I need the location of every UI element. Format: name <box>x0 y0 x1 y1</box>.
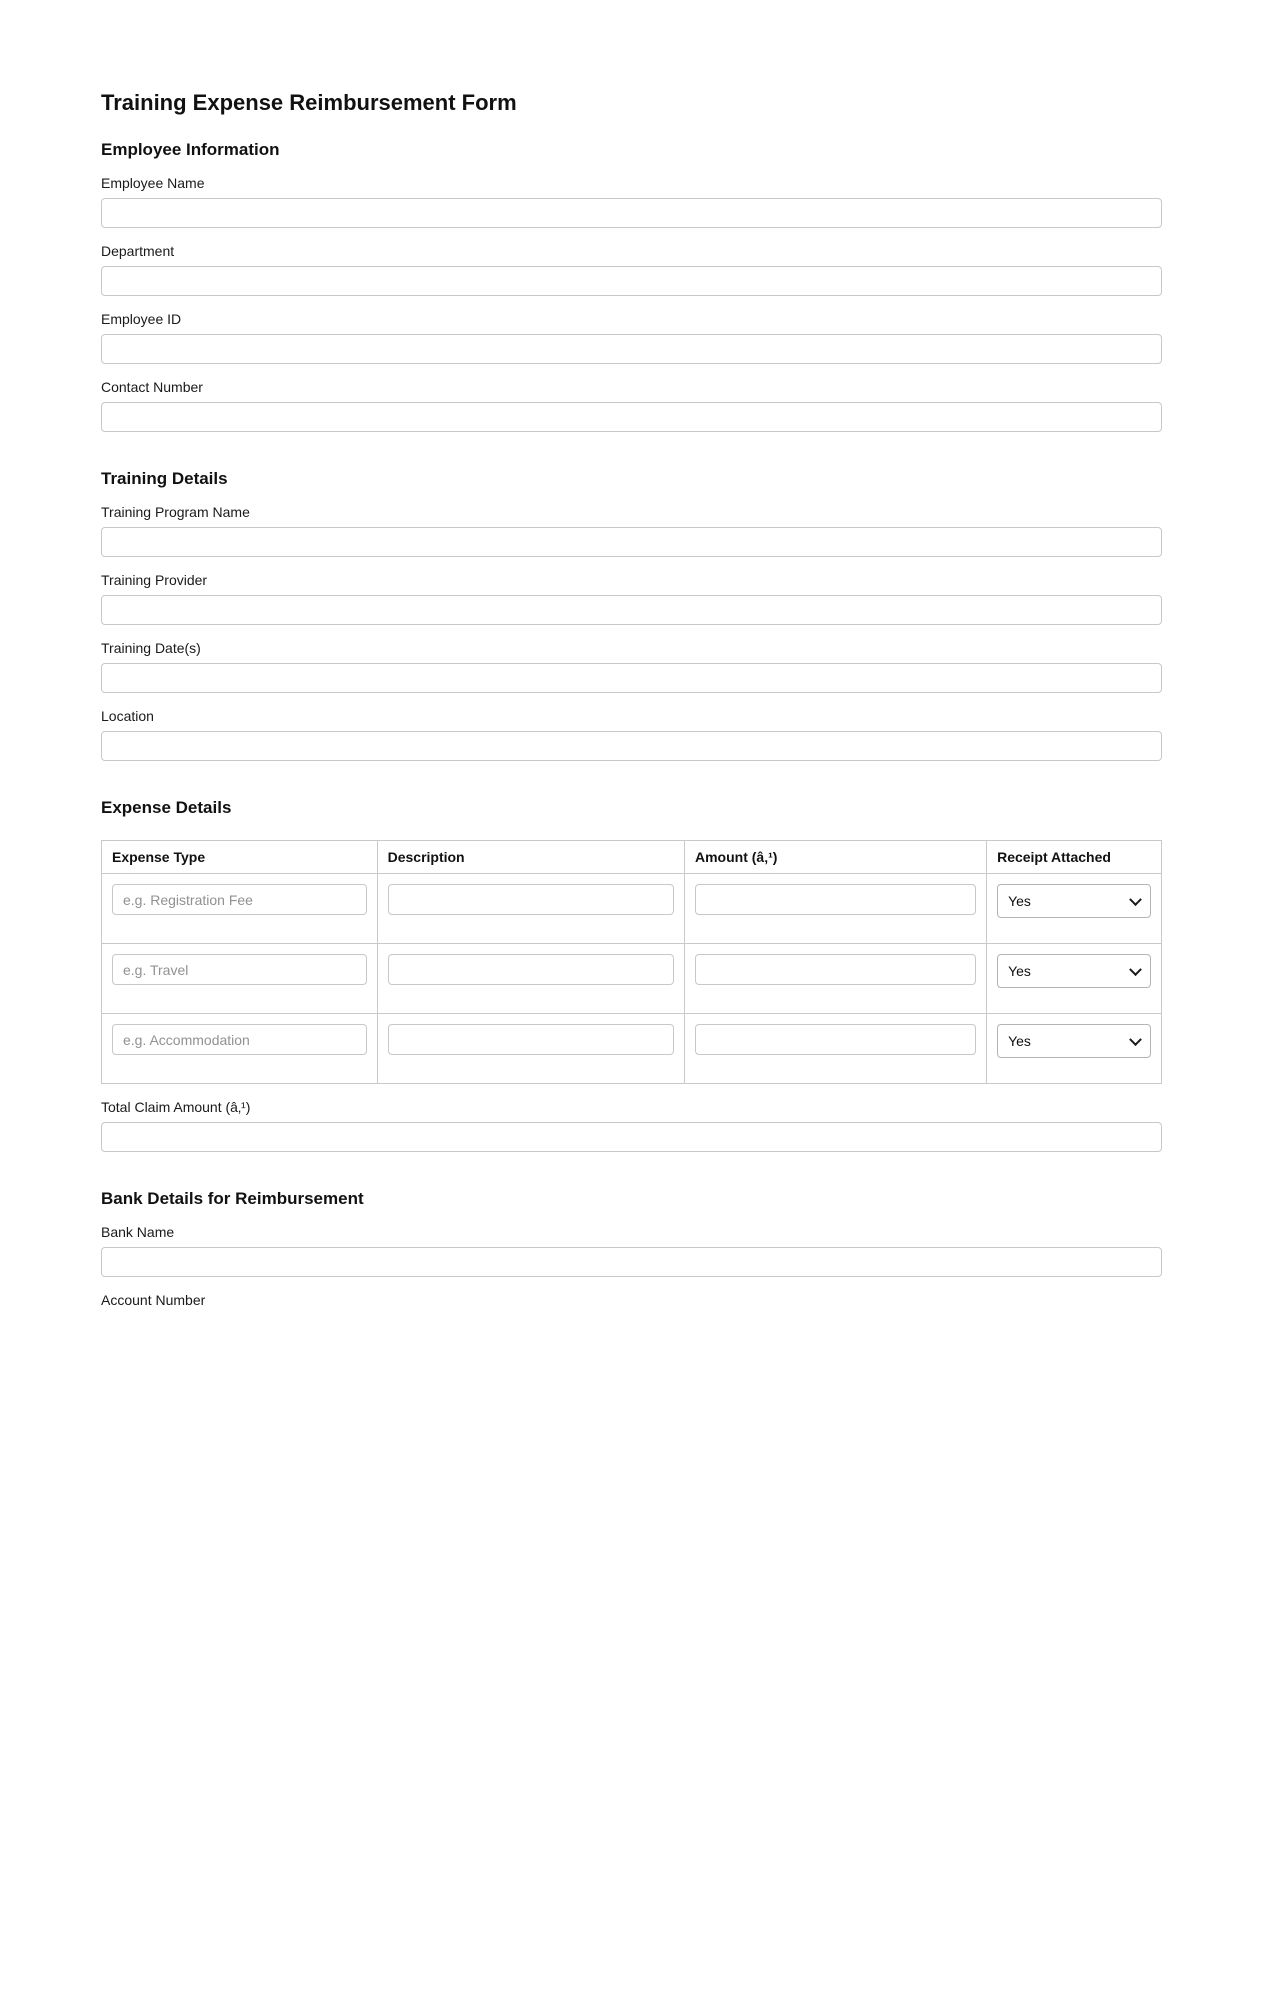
expense-row-2 <box>102 944 1162 1014</box>
expense-type-input-3[interactable] <box>112 1024 367 1055</box>
expense-details-heading: Expense Details <box>101 797 232 817</box>
section-employee-information <box>101 140 1162 432</box>
bank-name-label: Bank Name <box>101 1223 175 1240</box>
bank-details-heading: Bank Details for Reimbursement <box>101 1189 364 1209</box>
total-claim-amount-input[interactable] <box>101 1122 1162 1152</box>
amount-input-3[interactable] <box>695 1024 976 1055</box>
training-provider-input[interactable] <box>101 595 1162 625</box>
expense-row-1 <box>102 874 1162 944</box>
department-input[interactable] <box>101 266 1162 296</box>
training-program-name-label: Training Program Name <box>101 503 250 520</box>
training-provider-label: Training Provider <box>101 571 208 588</box>
field-contact-number <box>101 379 1162 432</box>
total-claim-amount-label: Total Claim Amount (â‚¹) <box>101 1099 251 1116</box>
training-program-name-input[interactable] <box>101 527 1162 557</box>
form-page <box>101 0 1162 1308</box>
description-input-1[interactable] <box>388 884 674 915</box>
training-dates-input[interactable] <box>101 663 1162 693</box>
column-header-amount: Amount (â‚¹) <box>684 841 986 874</box>
receipt-attached-select-1[interactable] <box>997 884 1151 918</box>
section-training-details <box>101 469 1162 761</box>
department-label: Department <box>101 242 175 259</box>
account-number-label: Account Number <box>101 1291 206 1308</box>
expense-type-input-1[interactable] <box>112 884 367 915</box>
employee-name-label: Employee Name <box>101 174 205 191</box>
expense-table-header-row <box>102 841 1162 874</box>
expense-type-input-2[interactable] <box>112 954 367 985</box>
page-title: Training Expense Reimbursement Form <box>101 90 517 115</box>
field-employee-name <box>101 175 1162 228</box>
contact-number-input[interactable] <box>101 402 1162 432</box>
column-header-description: Description <box>377 841 684 874</box>
receipt-attached-select-3[interactable] <box>997 1024 1151 1058</box>
training-dates-label: Training Date(s) <box>101 639 201 656</box>
expense-table <box>101 840 1162 1084</box>
column-header-receipt-attached: Receipt Attached <box>987 841 1162 874</box>
field-employee-id <box>101 311 1162 364</box>
section-expense-details <box>101 798 1162 1152</box>
field-training-provider <box>101 572 1162 625</box>
training-details-heading: Training Details <box>101 469 228 489</box>
location-label: Location <box>101 707 154 724</box>
field-account-number <box>101 1292 1162 1308</box>
employee-id-input[interactable] <box>101 334 1162 364</box>
field-location <box>101 708 1162 761</box>
field-department <box>101 243 1162 296</box>
receipt-attached-select-2[interactable] <box>997 954 1151 988</box>
field-training-program-name <box>101 504 1162 557</box>
expense-row-3 <box>102 1014 1162 1084</box>
field-training-dates <box>101 640 1162 693</box>
employee-id-label: Employee ID <box>101 310 182 327</box>
description-input-2[interactable] <box>388 954 674 985</box>
amount-input-1[interactable] <box>695 884 976 915</box>
amount-input-2[interactable] <box>695 954 976 985</box>
section-bank-details <box>101 1189 1162 1308</box>
employee-name-input[interactable] <box>101 198 1162 228</box>
description-input-3[interactable] <box>388 1024 674 1055</box>
column-header-expense-type: Expense Type <box>102 841 378 874</box>
bank-name-input[interactable] <box>101 1247 1162 1277</box>
employee-information-heading: Employee Information <box>101 140 280 160</box>
field-total-claim-amount <box>101 1099 1162 1152</box>
contact-number-label: Contact Number <box>101 379 203 396</box>
location-input[interactable] <box>101 731 1162 761</box>
field-bank-name <box>101 1224 1162 1277</box>
